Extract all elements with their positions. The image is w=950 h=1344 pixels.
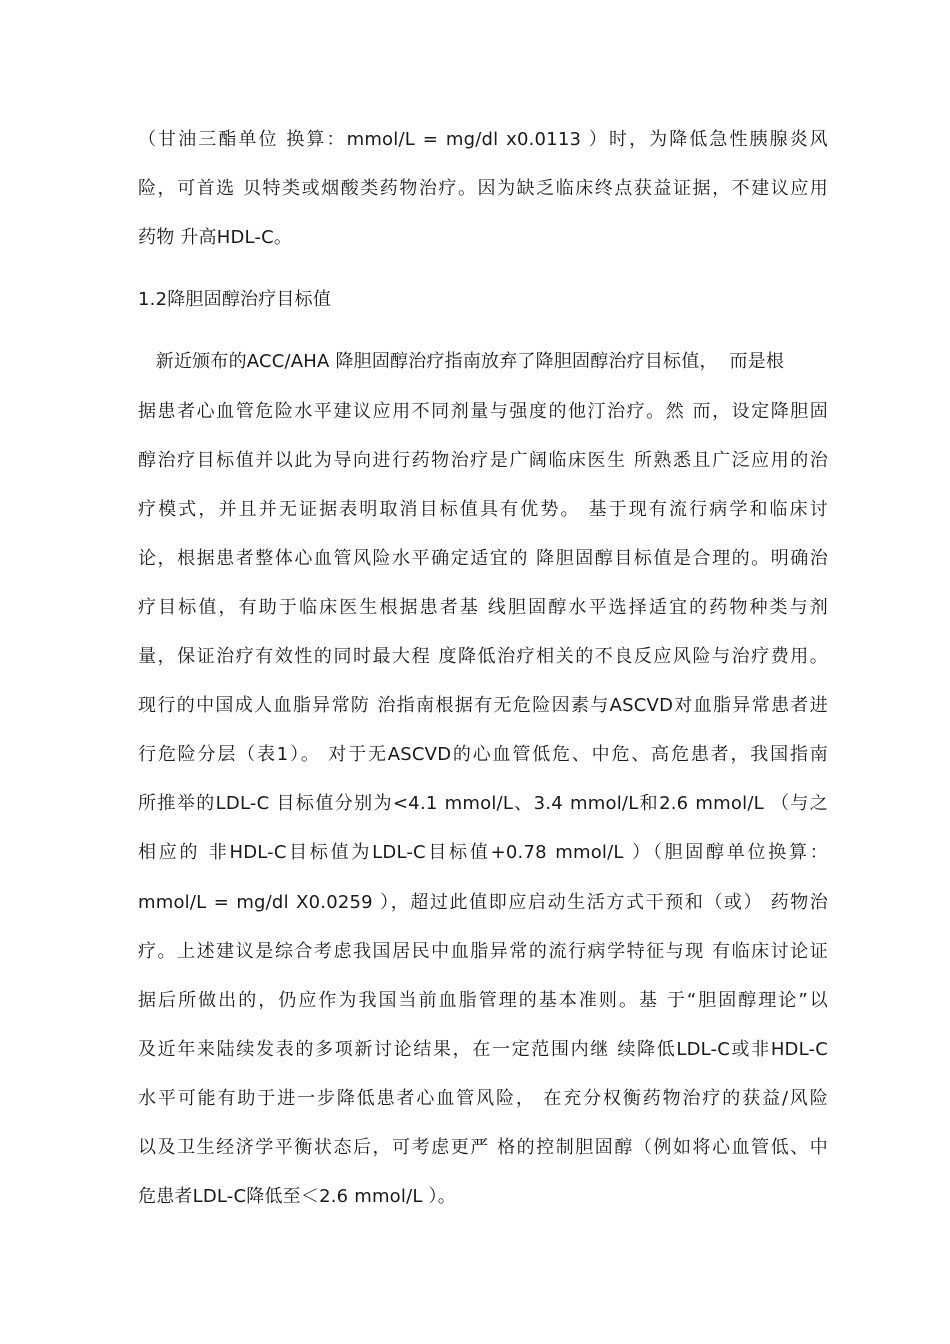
paragraph2-line-4: 疗模式，并且并无证据表明取消目标值具有优势。 基于现有流行病学和临床讨 — [138, 499, 828, 520]
paragraph2-line-16: 水平可能有助于进一步降低患者心血管风险， 在充分权衡药物治疗的获益/风险 — [138, 1088, 828, 1109]
paragraph1-line-2: 险，可首选 贝特类或烟酸类药物治疗。因为缺乏临床终点获益证据，不建议应用 — [138, 178, 828, 199]
paragraph2-line-1: 新近颁布的ACC/AHA 降胆固醇治疗指南放弃了降胆固醇治疗目标值， 而是根 — [138, 351, 785, 372]
paragraph2-line-11: 相应的 非HDL-C目标值为LDL-C目标值+0.78 mmol/L ）（胆固醇单位换算： — [138, 842, 828, 863]
paragraph2-line-5: 论，根据患者整体心血管风险水平确定适宜的 降胆固醇目标值是合理的。明确治 — [138, 548, 828, 569]
paragraph2-line-18: 危患者LDL-C降低至＜2.6 mmol/L ）。 — [138, 1186, 456, 1207]
paragraph2-line-3: 醇治疗目标值并以此为导向进行药物治疗是广阔临床医生 所熟悉且广泛应用的治 — [138, 450, 828, 471]
paragraph2-line-9: 行危险分层（表1）。 对于无ASCVD的心血管低危、中危、高危患者，我国指南 — [138, 744, 828, 765]
paragraph2-line-15: 及近年来陆续发表的多项新讨论结果，在一定范围内继 续降低LDL-C或非HDL-C — [138, 1039, 828, 1060]
paragraph2-line-14: 据后所做出的，仍应作为我国当前血脂管理的基本准则。基 于“胆固醇理论”以 — [138, 990, 828, 1011]
paragraph2-line-2: 据患者心血管危险水平建议应用不同剂量与强度的他汀治疗。然 而，设定降胆固 — [138, 401, 828, 422]
paragraph2-line-12: mmol/L = mg/dl X0.0259 ），超过此值即应启动生活方式干预和（或） 药物治 — [138, 892, 828, 913]
paragraph2-line-8: 现行的中国成人血脂异常防 治指南根据有无危险因素与ASCVD对血脂异常患者进 — [138, 695, 828, 716]
paragraph2-line-13: 疗。上述建议是综合考虑我国居民中血脂异常的流行病学特征与现 有临床讨论证 — [138, 941, 828, 962]
paragraph1-line-1: （甘油三酯单位 换算：mmol/L = mg/dl x0.0113 ）时，为降低急性胰腺炎风 — [138, 129, 828, 150]
paragraph2-line-7: 量，保证治疗有效性的同时最大程 度降低治疗相关的不良反应风险与治疗费用。 — [138, 646, 828, 667]
section-heading: 1.2降胆固醇治疗目标值 — [138, 289, 332, 310]
paragraph2-line-6: 疗目标值，有助于临床医生根据患者基 线胆固醇水平选择适宜的药物种类与剂 — [138, 597, 828, 618]
paragraph2-line-10: 所推举的LDL-C 目标值分别为<4.1 mmol/L、3.4 mmol/L和2.6 mmol/L （与之 — [138, 793, 828, 814]
paragraph2-line-17: 以及卫生经济学平衡状态后，可考虑更严 格的控制胆固醇（例如将心血管低、中 — [138, 1137, 828, 1158]
paragraph1-line-3: 药物 升高HDL-C。 — [138, 227, 293, 248]
